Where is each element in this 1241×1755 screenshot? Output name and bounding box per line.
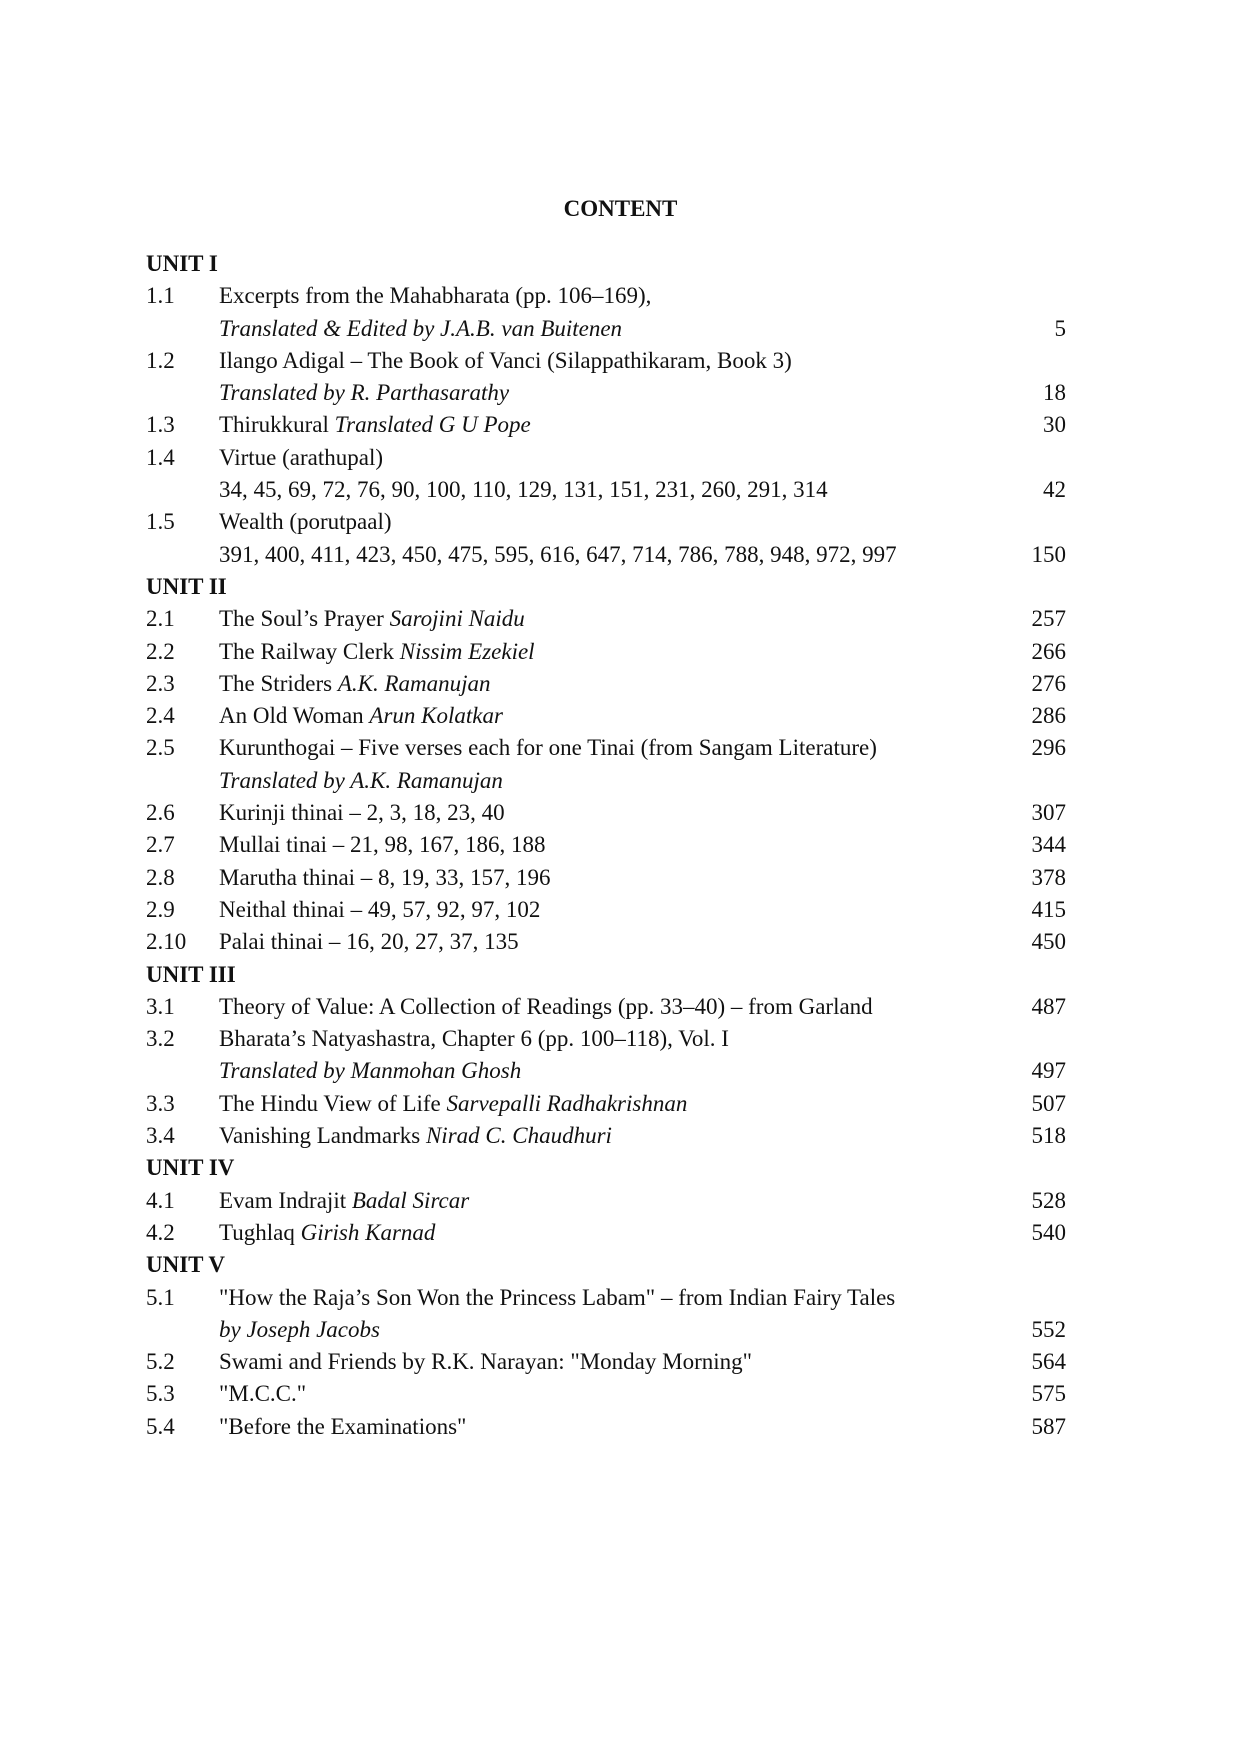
entry-author: Sarvepalli Radhakrishnan [446,1090,688,1116]
page-title: CONTENT [563,196,678,221]
entry-number: 3.2 [146,1026,175,1052]
entry-number: 2.10 [146,929,187,955]
unit-heading: UNIT IV [146,1155,235,1181]
toc-entry [146,442,1066,474]
entry-title [219,409,531,441]
entry-title [219,442,383,474]
entry-title [219,1411,466,1443]
entry-number: 4.1 [146,1187,175,1213]
toc-entry [146,991,1066,1023]
entry-title [219,894,540,926]
entry-page-number: 507 [1031,1090,1066,1116]
entry-title-text: Bharata’s Natyashastra, Chapter 6 (pp. 100–118), Vol. I [219,1026,729,1052]
toc-entry [146,797,1066,829]
entry-page-number: 42 [1043,477,1066,503]
entry-number: 5.4 [146,1413,175,1439]
toc-entry [146,1023,1066,1055]
entry-title [219,603,525,635]
entry-title [219,1120,612,1152]
toc-entry [146,894,1066,926]
entry-title-text: Theory of Value: A Collection of Readings (pp. 33–40) – from Garland [219,993,873,1019]
entry-author: Arun Kolatkar [369,703,503,729]
entry-number: 2.9 [146,896,175,922]
entry-number: 5.3 [146,1381,175,1407]
entry-number: 1.1 [146,283,175,309]
unit-heading: UNIT III [146,961,236,987]
entry-page-number: 564 [1031,1349,1066,1375]
toc-entry [146,926,1066,958]
entry-page-number: 450 [1031,929,1066,955]
entry-title-text: Swami and Friends by R.K. Narayan: "Monday Morning" [219,1349,753,1375]
entry-title-text: "Before the Examinations" [219,1413,467,1439]
entry-number: 5.2 [146,1349,175,1375]
entry-page-number: 30 [1043,412,1066,438]
unit-heading: UNIT I [146,251,218,276]
entry-number: 2.5 [146,735,175,761]
entry-number: 3.4 [146,1123,175,1149]
entry-number: 2.8 [146,864,175,890]
entry-title [219,926,519,958]
entry-page-number: 344 [1031,832,1066,858]
entry-title [219,280,651,312]
entry-author: Translated & Edited by J.A.B. van Buitenen [219,315,623,341]
toc-entry [146,603,1066,635]
entry-title-text: Excerpts from the Mahabharata (pp. 106–169), [219,283,652,309]
entry-author: Translated G U Pope [334,412,531,438]
entry-author: Sarojini Naidu [389,606,525,632]
toc-entry [146,280,1066,312]
entry-author: Nirad C. Chaudhuri [425,1123,612,1149]
entry-page-number: 18 [1043,380,1066,406]
entry-title [219,1185,469,1217]
entry-page-number: 266 [1031,638,1066,664]
entry-title-text: "How the Raja’s Son Won the Princess Labam" – from Indian Fairy Tales [219,1284,896,1310]
entry-page-number: 257 [1031,606,1066,632]
entry-number: 1.2 [146,347,175,373]
entry-title [219,539,897,571]
entry-page-number: 307 [1031,800,1066,826]
entry-title [219,797,505,829]
entry-number: 2.1 [146,606,175,632]
entry-page-number: 276 [1031,670,1066,696]
entry-title-text: 391, 400, 411, 423, 450, 475, 595, 616, 647, 714, 786, 788, 948, 972, 997 [219,541,897,567]
toc-entry [146,377,1066,409]
entry-title-text: Tughlaq [219,1219,301,1245]
entry-title [219,506,392,538]
entry-title-text: The Striders [219,670,338,696]
toc-entry [146,1055,1066,1087]
entry-page-number: 575 [1031,1381,1066,1407]
entry-page-number: 497 [1031,1058,1066,1084]
entry-title [219,668,491,700]
entry-title [219,765,503,797]
toc-entry [146,1282,1066,1314]
toc-entry [146,732,1066,764]
entry-number: 1.3 [146,412,175,438]
toc-entry [146,1185,1066,1217]
entry-title [219,732,877,764]
entry-title-text: Evam Indrajit [219,1187,352,1213]
entry-page-number: 415 [1031,896,1066,922]
entry-title [219,313,622,345]
entry-author: Translated by Manmohan Ghosh [219,1058,522,1084]
entry-title-text: Kurinji thinai – 2, 3, 18, 23, 40 [219,800,505,826]
entry-title [219,1088,687,1120]
entry-title-text: Ilango Adigal – The Book of Vanci (Silappathikaram, Book 3) [219,347,792,373]
toc-entry [146,313,1066,345]
entry-title [219,1282,895,1314]
toc-entry [146,1088,1066,1120]
entry-title-text: Kurunthogai – Five verses each for one Tinai (from Sangam Literature) [219,735,877,761]
entry-page-number: 540 [1031,1219,1066,1245]
toc-entry [146,1378,1066,1410]
toc-entry [146,539,1066,571]
entry-page-number: 286 [1031,703,1066,729]
entry-page-number: 587 [1031,1413,1066,1439]
entry-title [219,991,873,1023]
unit-heading: UNIT II [146,573,227,599]
toc-entry [146,409,1066,441]
toc-entry [146,1314,1066,1346]
entry-number: 3.1 [146,993,175,1019]
entry-author: Badal Sircar [351,1187,470,1213]
entry-author: Translated by A.K. Ramanujan [219,767,503,793]
entry-page-number: 296 [1031,735,1066,761]
toc-entry [146,829,1066,861]
entry-title-text: Palai thinai – 16, 20, 27, 37, 135 [219,929,519,955]
entry-title-text: Vanishing Landmarks [219,1123,426,1149]
toc-entry [146,1120,1066,1152]
entry-author: Translated by R. Parthasarathy [219,380,510,406]
entry-number: 1.4 [146,444,175,470]
entry-title-text: 34, 45, 69, 72, 76, 90, 100, 110, 129, 131, 151, 231, 260, 291, 314 [219,477,828,503]
toc-entry [146,765,1066,797]
entry-title [219,1346,752,1378]
entry-title [219,345,792,377]
entry-title [219,700,503,732]
toc-entry [146,1217,1066,1249]
entry-number: 1.5 [146,509,175,535]
entry-author: Nissim Ezekiel [399,638,535,664]
entry-number: 5.1 [146,1284,175,1310]
entry-number: 2.2 [146,638,175,664]
entry-author: by Joseph Jacobs [219,1316,380,1342]
entry-number: 2.7 [146,832,175,858]
entry-title [219,1055,521,1087]
entry-page-number: 5 [1054,315,1066,341]
entry-title [219,1378,306,1410]
entry-title [219,1023,729,1055]
entry-page-number: 528 [1031,1187,1066,1213]
entry-page-number: 150 [1031,541,1066,567]
entry-number: 4.2 [146,1219,175,1245]
entry-title-text: The Soul’s Prayer [219,606,390,632]
toc-entry [146,1346,1066,1378]
toc-entry [146,474,1066,506]
entry-number: 2.6 [146,800,175,826]
entry-title-text: The Hindu View of Life [219,1090,447,1116]
toc-entry [146,862,1066,894]
entry-page-number: 487 [1031,993,1066,1019]
entry-title [219,636,535,668]
entry-title [219,377,509,409]
entry-page-number: 378 [1031,864,1066,890]
entry-page-number: 552 [1031,1316,1066,1342]
entry-title-text: "M.C.C." [219,1381,307,1407]
entry-title-text: Marutha thinai – 8, 19, 33, 157, 196 [219,864,551,890]
toc-entry [146,1411,1066,1443]
entry-title-text: Wealth (porutpaal) [219,509,392,535]
entry-author: A.K. Ramanujan [337,670,491,696]
toc-entry [146,506,1066,538]
entry-title [219,862,551,894]
toc-entry [146,636,1066,668]
entry-title [219,1217,435,1249]
toc-entry [146,345,1066,377]
entry-number: 2.3 [146,670,175,696]
unit-heading: UNIT V [146,1252,226,1278]
entry-title-text: Neithal thinai – 49, 57, 92, 97, 102 [219,896,541,922]
entry-title [219,829,545,861]
entry-title-text: Mullai tinai – 21, 98, 167, 186, 188 [219,832,546,858]
entry-title [219,474,828,506]
entry-number: 3.3 [146,1090,175,1116]
entry-title-text: An Old Woman [219,703,370,729]
entry-title-text: The Railway Clerk [219,638,400,664]
entry-author: Girish Karnad [300,1219,436,1245]
toc-entry [146,700,1066,732]
entry-title-text: Thirukkural [219,412,335,438]
entry-number: 2.4 [146,703,175,729]
entry-title-text: Virtue (arathupal) [219,444,384,470]
toc-entry [146,668,1066,700]
table-of-contents [146,248,1066,1443]
entry-title [219,1314,380,1346]
entry-page-number: 518 [1031,1123,1066,1149]
